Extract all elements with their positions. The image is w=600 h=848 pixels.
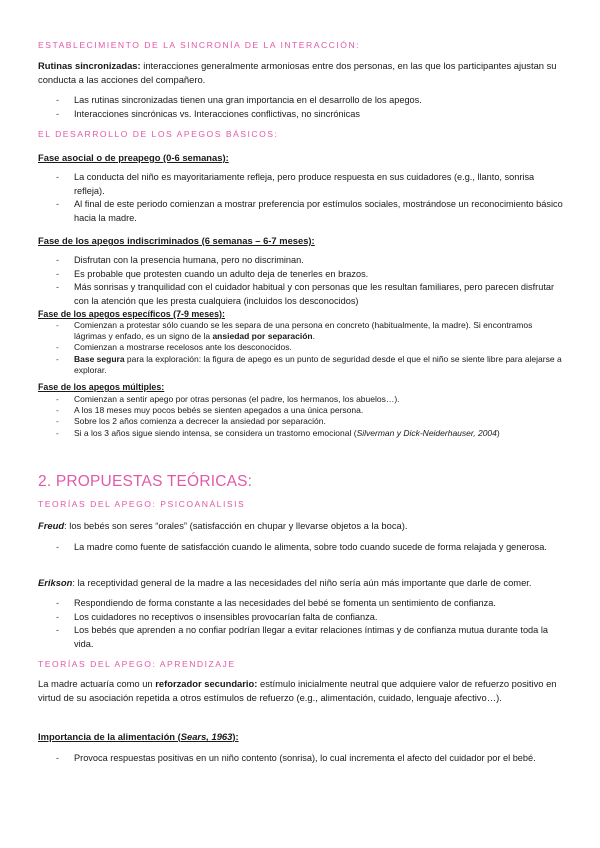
- list-item: - Respondiendo de forma constante a las necesidades del bebé se fomenta un sentimiento de confianza.: [38, 597, 564, 611]
- section-heading-attachment-development: EL DESARROLLO DE LOS APEGOS BÁSICOS:: [38, 129, 279, 139]
- bullet-end: .: [312, 331, 315, 342]
- bullet-text: para la exploración: la figura de apego es un punto de seguridad desde el que el niño se siente libre para alejarse a explorar.: [74, 353, 562, 375]
- phase-asocial-list: [38, 171, 564, 225]
- synchrony-bullet-list: [38, 94, 564, 121]
- list-item: - Comienzan a sentir apego por otras personas (el padre, los hermanos, los abuelos…).: [38, 394, 564, 405]
- list-item: - Disfrutan con la presencia humana, pero no discriminan.: [38, 254, 564, 268]
- learning-paragraph: [38, 677, 564, 704]
- list-item: - Interacciones sincrónicas vs. Interacciones conflictivas, no sincrónicas: [38, 108, 564, 122]
- erikson-name: Erikson: [38, 577, 73, 588]
- list-item: [38, 320, 564, 342]
- freud-list: [38, 541, 564, 555]
- synchrony-paragraph: [38, 59, 564, 86]
- list-item: [38, 428, 564, 439]
- synchrony-definition: interacciones generalmente armoniosas entre dos personas, en las que los participantes ajustan su conducta a las acciones del compañero.: [38, 60, 557, 85]
- list-item: - Más sonrisas y tranquilidad con el cuidador habitual y con personas que les resultan familiares, pero parecen disfrutar con la atención que les presta cualquiera (incluidos los desconocidos): [38, 281, 564, 308]
- list-item: - La conducta del niño es mayoritariamente refleja, pero produce respuesta en sus cuidadores (e.g., llanto, sonrisa refleja).: [38, 171, 564, 198]
- title-text: Importancia de la alimentación (: [38, 731, 181, 742]
- citation: Silverman y Dick-Neiderhauser, 2004: [356, 427, 497, 438]
- erikson-list: [38, 597, 564, 651]
- learning-text-end: estímulo inicialmente neutral que adquiere valor de refuerzo positivo en virtud de su asociación repetida a otros estímulos de refuerzo (e.g., alimentación, cuidado, lenguaje afectivo…).: [38, 678, 557, 703]
- list-item: [38, 354, 564, 376]
- feeding-importance-title: [38, 731, 564, 742]
- list-item: - Comienzan a mostrarse recelosos ante los desconocidos.: [38, 342, 564, 353]
- erikson-paragraph: [38, 576, 564, 590]
- phase-asocial-title: Fase asocial o de preapego (0-6 semanas):: [38, 152, 229, 163]
- section-title-theoretical-proposals: 2. PROPUESTAS TEÓRICAS:: [38, 473, 253, 490]
- synchrony-term: Rutinas sincronizadas:: [38, 60, 141, 71]
- bullet-bold-term: Base segura: [74, 353, 125, 364]
- phase-indiscriminate-title: Fase de los apegos indiscriminados (6 semanas – 6-7 meses):: [38, 235, 315, 246]
- phase-indiscriminate-list: [38, 254, 564, 308]
- freud-name: Freud: [38, 520, 65, 531]
- list-item: - Las rutinas sincronizadas tienen una gran importancia en el desarrollo de los apegos.: [38, 94, 564, 108]
- learning-text-start: La madre actuaría como un: [38, 678, 156, 689]
- list-item: - Los cuidadores no receptivos o insensibles provocarían falta de confianza.: [38, 611, 564, 625]
- phase-specific-list: [38, 320, 564, 376]
- subheading-learning: TEORÍAS DEL APEGO: APRENDIZAJE: [38, 659, 236, 669]
- list-item: - Provoca respuestas positivas en un niño contento (sonrisa), lo cual incrementa el afecto del cuidador por el bebé.: [38, 752, 564, 766]
- list-item: - La madre como fuente de satisfacción cuando le alimenta, sobre todo cuando sucede de forma relajada y generosa.: [38, 541, 564, 555]
- bullet-text: Si a los 3 años sigue siendo intensa, se considera un trastorno emocional (: [74, 427, 357, 438]
- list-item: - Es probable que protesten cuando un adulto deja de tenerles en brazos.: [38, 268, 564, 282]
- citation: Sears, 1963: [180, 731, 233, 742]
- bullet-bold-term: ansiedad por separación: [212, 331, 313, 342]
- phase-multiple-title: Fase de los apegos múltiples:: [38, 382, 165, 392]
- phase-multiple-list: [38, 394, 564, 439]
- freud-text: : los bebés son seres “orales” (satisfacción en chupar y llevarse objetos a la boca).: [64, 520, 408, 531]
- list-item: - Al final de este periodo comienzan a mostrar preferencia por estímulos sociales, mostrándose un reconocimiento básico hacia la madre.: [38, 198, 564, 225]
- erikson-text: : la receptividad general de la madre a las necesidades del niño sería aún más importante que darle de comer.: [72, 577, 532, 588]
- title-end: ):: [232, 731, 239, 742]
- list-item: - Los bebés que aprenden a no confiar podrían llegar a evitar relaciones íntimas y de confianza mutua durante toda la vida.: [38, 624, 564, 651]
- phase-specific-title: Fase de los apegos específicos (7-9 meses):: [38, 309, 225, 319]
- feeding-importance-list: [38, 752, 564, 766]
- bullet-end: ): [496, 427, 500, 438]
- list-item: - Sobre los 2 años comienza a decrecer la ansiedad por separación.: [38, 416, 564, 427]
- subheading-psychoanalysis: TEORÍAS DEL APEGO: PSICOANÁLISIS: [38, 499, 246, 509]
- list-item: - A los 18 meses muy pocos bebés se sienten apegados a una única persona.: [38, 405, 564, 416]
- learning-term: reforzador secundario:: [155, 678, 258, 689]
- bullet-text: Comienzan a protestar sólo cuando se les separa de una persona en concreto (habitualmente, la madre). Si encontramos lágrimas y enfado, es un signo de la: [74, 320, 533, 342]
- freud-paragraph: [38, 519, 564, 533]
- section-heading-synchrony: ESTABLECIMIENTO DE LA SINCRONÍA DE LA INTERACCIÓN:: [38, 40, 361, 50]
